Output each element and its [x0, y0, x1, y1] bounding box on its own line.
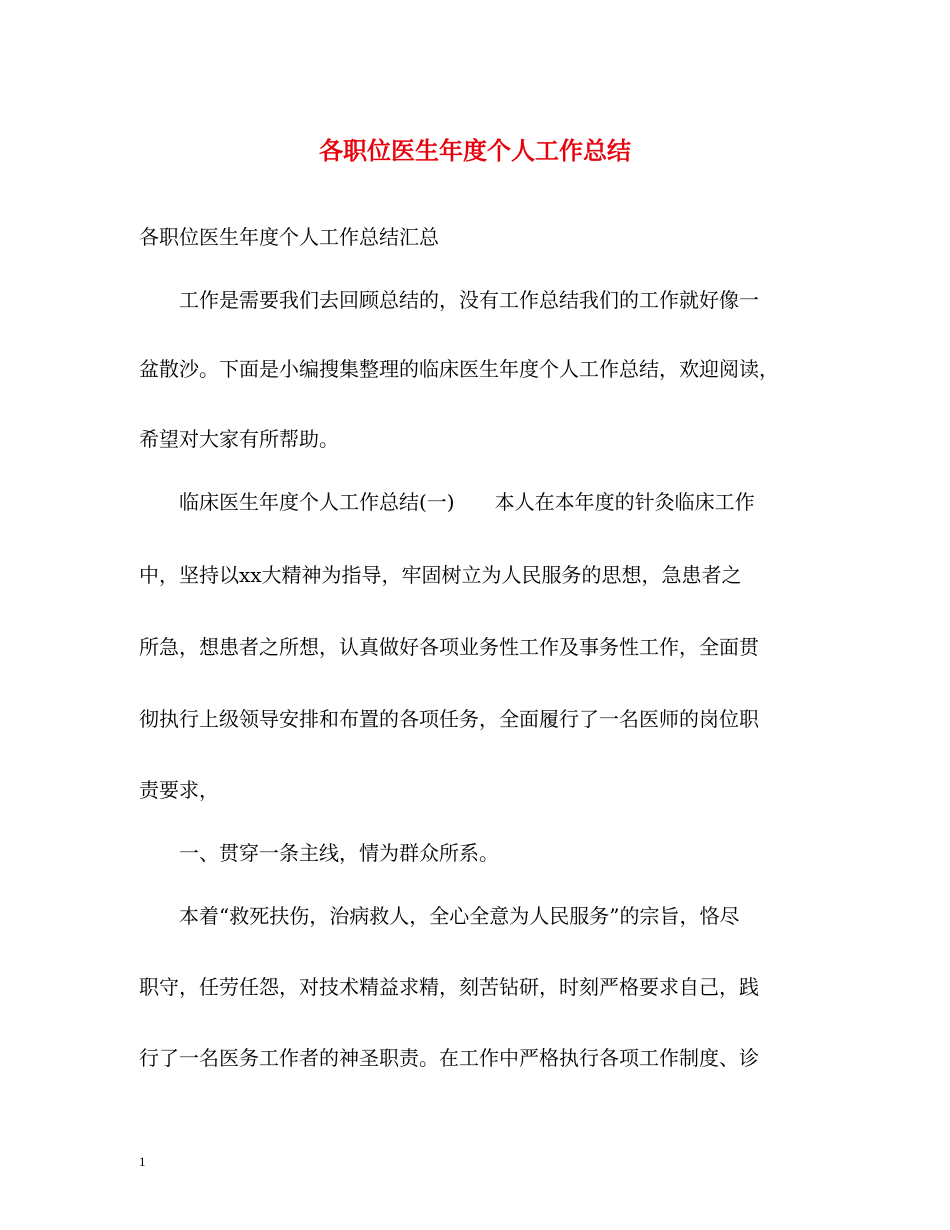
section-heading: 一、贯穿一条主线，情为群众所系。	[139, 841, 499, 865]
text-line: 行了一名医务工作者的神圣职责。在工作中严格执行各项工作制度、诊	[139, 1046, 759, 1070]
text-line: 工作是需要我们去回顾总结的，没有工作总结我们的工作就好像一	[139, 288, 759, 312]
text-line: 希望对大家有所帮助。	[139, 427, 339, 451]
text-line: 所急，想患者之所想，认真做好各项业务性工作及事务性工作，全面贯	[139, 635, 759, 659]
text-line: 盆散沙。下面是小编搜集整理的临床医生年度个人工作总结，欢迎阅读，	[139, 357, 779, 381]
text-line: 临床医生年度个人工作总结(一) 本人在本年度的针灸临床工作	[139, 490, 755, 514]
text-line: 各职位医生年度个人工作总结汇总	[139, 225, 439, 249]
text-line: 中，坚持以xx大精神为指导，牢固树立为人民服务的思想，急患者之	[139, 563, 742, 587]
text-line: 责要求，	[139, 778, 219, 802]
text-line: 彻执行上级领导安排和布置的各项任务，全面履行了一名医师的岗位职	[139, 707, 759, 731]
text-line: 职守，任劳任怨，对技术精益求精，刻苦钻研，时刻严格要求自己，践	[139, 975, 759, 999]
page-number: 1	[139, 1154, 146, 1169]
document-title: 各职位医生年度个人工作总结	[319, 137, 631, 165]
text-line: 本着“救死扶伤，治病救人，全心全意为人民服务”的宗旨，恪尽	[139, 904, 740, 928]
